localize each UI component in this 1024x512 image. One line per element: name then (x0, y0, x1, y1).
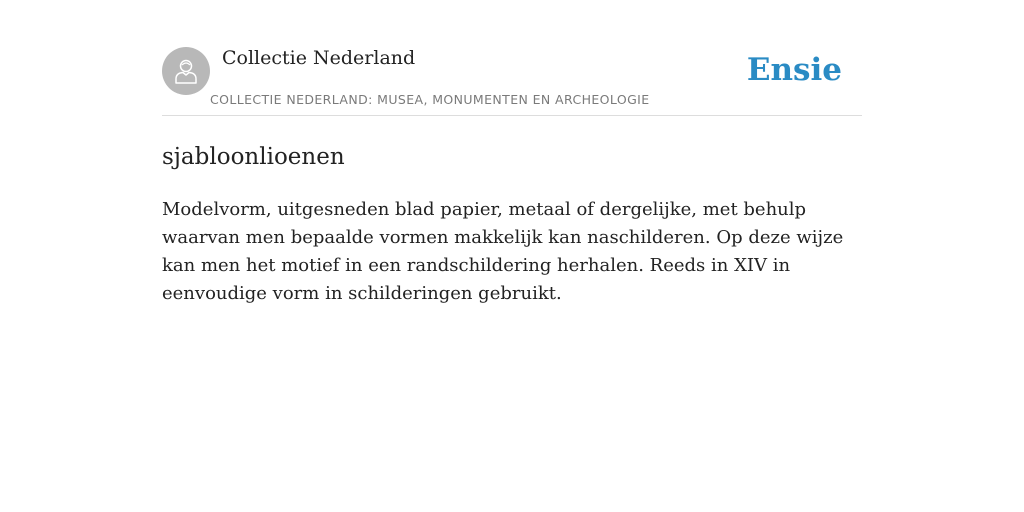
entry-definition: Modelvorm, uitgesneden blad papier, metaal of dergelijke, met behulp waarvan men bepaalde vormen makkelijk kan naschilderen. Op deze wijze kan men het motief in een randschildering herhalen. Reeds in XIV in eenvoudige vorm in schilderingen gebruikt. (162, 199, 844, 304)
author-avatar[interactable] (162, 47, 210, 95)
page (162, 0, 862, 308)
entry-header (162, 0, 862, 116)
author-name[interactable]: Collectie Nederland (222, 47, 416, 69)
brand-logo[interactable]: Ensie (746, 52, 842, 88)
user-icon (171, 56, 201, 86)
source-label[interactable]: COLLECTIE NEDERLAND: MUSEA, MONUMENTEN EN ARCHEOLOGIE (210, 92, 650, 107)
entry-term: sjabloonlioenen (162, 144, 345, 170)
